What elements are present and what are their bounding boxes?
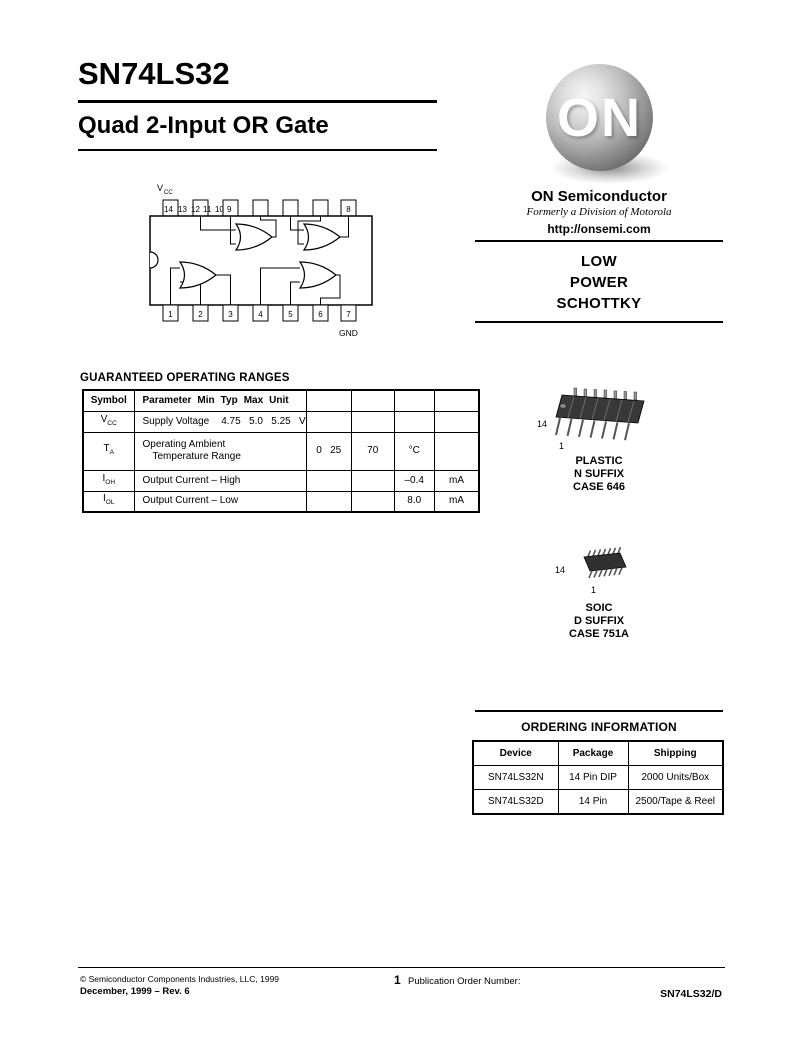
on-logo xyxy=(546,64,653,171)
typ-cell xyxy=(351,411,394,432)
unit-cell: mA xyxy=(434,470,479,491)
part-number: SN74LS32 xyxy=(78,56,230,91)
page-number: 1 xyxy=(394,973,401,987)
page-title: Quad 2-Input OR Gate xyxy=(78,112,329,139)
dip-pin1-label: 1 xyxy=(559,441,565,451)
ic-notch xyxy=(150,252,158,268)
min-cell xyxy=(306,470,351,491)
pin-label: 9 xyxy=(227,205,232,214)
soic-caption-line1: SOIC xyxy=(585,602,613,614)
operating-ranges-table xyxy=(82,389,480,513)
symbol-cell: $I_{OL}$ xyxy=(83,491,134,512)
pin-label: 12 xyxy=(191,205,200,214)
table-header-row xyxy=(83,390,479,411)
ordering-table xyxy=(472,740,724,815)
typ-cell: 70 xyxy=(351,432,394,470)
divider xyxy=(475,240,723,242)
connection-diagram xyxy=(140,178,390,348)
pin-label: 5 xyxy=(288,310,293,319)
dip-package-illustration xyxy=(552,381,652,451)
vcc-sub-label: CC xyxy=(164,190,173,196)
unit-cell xyxy=(434,411,479,432)
parameter-cell: Output Current – High xyxy=(134,470,306,491)
table-row xyxy=(83,470,479,491)
table-row xyxy=(83,491,479,512)
pin-label: 8 xyxy=(346,205,351,214)
divider xyxy=(475,710,723,712)
pin-label: 14 xyxy=(164,205,173,214)
brand-tagline: Formerly a Division of Motorola xyxy=(526,206,672,218)
brand-url[interactable]: http://onsemi.com xyxy=(547,222,651,236)
gnd-label: GND xyxy=(339,328,358,338)
min-cell xyxy=(306,491,351,512)
family-line-schottky: SCHOTTKY xyxy=(556,295,642,312)
pin-label: 1 xyxy=(168,310,173,319)
pinout-svg xyxy=(140,178,390,348)
symbol-cell: $I_{OH}$ xyxy=(83,470,134,491)
date-revision: December, 1999 – Rev. 6 xyxy=(80,986,190,997)
dip-pin14-label: 14 xyxy=(537,419,548,429)
publication-order-label: Publication Order Number: xyxy=(408,976,521,987)
copyright-text: © Semiconductor Components Industries, LLC, 1999 xyxy=(80,974,280,984)
max-cell: °C xyxy=(394,432,434,470)
soic-pin14-label: 14 xyxy=(555,565,566,575)
on-logo-text: ON xyxy=(557,87,642,148)
unit-cell: mA xyxy=(434,491,479,512)
dip-notch xyxy=(560,404,566,408)
ordering-header-row xyxy=(473,741,723,766)
soic-caption-line2: D SUFFIX xyxy=(573,615,625,627)
min-cell xyxy=(306,411,351,432)
family-line-power: POWER xyxy=(569,274,629,291)
max-cell xyxy=(394,411,434,432)
title-divider xyxy=(78,100,437,103)
col-header-device: Device xyxy=(473,741,558,766)
symbol-cell: $T_A$ xyxy=(83,432,134,470)
publication-order-number: SN74LS32/D xyxy=(660,988,722,1000)
pin-label: 10 xyxy=(215,205,224,214)
package-cell: 14 Pin DIP xyxy=(558,766,628,790)
symbol-cell: $V_{CC}$ xyxy=(83,411,134,432)
family-line-low: LOW xyxy=(581,253,617,270)
dip-caption-line2: N SUFFIX xyxy=(573,468,625,480)
table-row xyxy=(83,432,479,470)
pin-label: 3 xyxy=(228,310,233,319)
shipping-cell: 2500/Tape & Reel xyxy=(628,790,723,815)
pin-label: 11 xyxy=(203,205,212,214)
device-cell: SN74LS32N xyxy=(473,766,558,790)
parameter-cell: Operating Ambient Temperature Range xyxy=(134,432,306,470)
table-row xyxy=(473,790,723,815)
parameter-cell: Output Current – Low xyxy=(134,491,306,512)
soic-body xyxy=(584,553,626,571)
dip-caption-line1: PLASTIC xyxy=(575,455,623,467)
col-header-rest: Parameter Min Typ Max Unit xyxy=(134,390,306,411)
ordering-information-heading: ORDERING INFORMATION xyxy=(521,720,677,734)
shipping-cell: 2000 Units/Box xyxy=(628,766,723,790)
pin-label: 13 xyxy=(178,205,187,214)
dip-caption-line3: CASE 646 xyxy=(573,481,625,493)
device-cell: SN74LS32D xyxy=(473,790,558,815)
subtitle-divider xyxy=(78,149,437,151)
vcc-label: V xyxy=(157,183,164,193)
max-cell: –0.4 xyxy=(394,470,434,491)
package-cell: 14 Pin xyxy=(558,790,628,815)
footer-divider xyxy=(78,967,725,968)
table-row xyxy=(83,411,479,432)
operating-ranges-heading: GUARANTEED OPERATING RANGES xyxy=(80,372,290,384)
brand-name: ON Semiconductor xyxy=(531,188,667,205)
soic-package-illustration xyxy=(570,545,632,589)
pin-label: 4 xyxy=(258,310,263,319)
col-header-package: Package xyxy=(558,741,628,766)
pin-label: 7 xyxy=(346,310,351,319)
divider xyxy=(475,321,723,323)
min-cell: 0 25 xyxy=(306,432,351,470)
max-cell: 8.0 xyxy=(394,491,434,512)
typ-cell xyxy=(351,491,394,512)
soic-pin1-label: 1 xyxy=(591,585,597,595)
typ-cell xyxy=(351,470,394,491)
pin-label: 6 xyxy=(318,310,323,319)
pin-label: 2 xyxy=(198,310,203,319)
col-header-shipping: Shipping xyxy=(628,741,723,766)
dip-body xyxy=(556,395,644,423)
col-header-symbol: Symbol xyxy=(83,390,134,411)
parameter-cell: Supply Voltage 4.75 5.0 5.25 V xyxy=(134,411,306,432)
soic-caption-line3: CASE 751A xyxy=(569,628,629,640)
table-row xyxy=(473,766,723,790)
unit-cell xyxy=(434,432,479,470)
